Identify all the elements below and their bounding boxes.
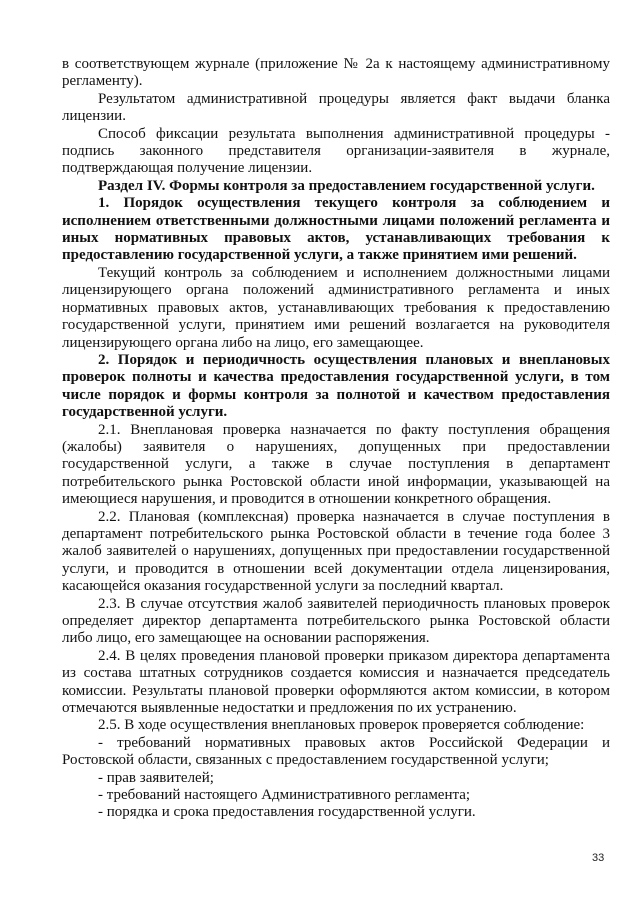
paragraph-fixation-method: Способ фиксации результата выполнения административной процедуры - подпись законного представителя организации-заявителя в журнале, подтверждающая получение лицензии. [62, 125, 610, 177]
subheading-current-control: 1. Порядок осуществления текущего контроля за соблюдением и исполнением ответственными должностными лицами положений регламента и иных нормативных правовых актов, устанавливающих требования к предоставлению государственной услуги, а также принятием ими решений. [62, 195, 610, 264]
paragraph-journal-continuation: в соответствующем журнале (приложение № 2а к настоящему административному регламенту). [62, 56, 610, 90]
paragraph-current-control: Текущий контроль за соблюдением и исполнением должностными лицами лицензирующего органа положений административного регламента и иных нормативных правовых актов, устанавливающих требования к предоставлению государственной услуги, принятием ими решений возлагается на руководителя лицензирующего органа либо на лицо, его замещающее. [62, 264, 610, 351]
paragraph-2-4: 2.4. В целях проведения плановой проверки приказом директора департамента из состава штатных сотрудников создается комиссия и назначается председатель комиссии. Результаты плановой проверки оформляются актом комиссии, в котором отмечаются выявленные недостатки и предложения по их устранению. [62, 647, 610, 717]
document-page [62, 56, 610, 822]
list-item: - порядка и срока предоставления государственной услуги. [98, 804, 476, 821]
paragraph-2-3: 2.3. В случае отсутствия жалоб заявителей периодичность плановых проверок определяет директор департамента потребительского рынка Ростовской области либо лицо, его замещающее на основании распоряжения. [62, 595, 610, 647]
paragraph-2-5: 2.5. В ходе осуществления внеплановых проверок проверяется соблюдение: [98, 717, 585, 734]
paragraph-2-2: 2.2. Плановая (комплексная) проверка назначается в случае поступления в департамент потребительского рынка Ростовской области в течение года более 3 жалоб заявителей о нарушениях, допущенных при предоставлении государственной услуги, и проводится в отношении всей документации отдела лицензирования, касающейся оказания государственной услуги за последний квартал. [62, 508, 610, 595]
list-item: - прав заявителей; [98, 769, 214, 786]
page-number: 33 [592, 852, 605, 864]
list-item: - требований настоящего Административного регламента; [98, 787, 471, 804]
paragraph-2-1: 2.1. Внеплановая проверка назначается по факту поступления обращения (жалобы) заявителя о нарушениях, допущенных при предоставлении государственной услуги, а также в случае поступления в департамент потребительского рынка Ростовской области иной информации, указывающей на имеющиеся нарушения, и проводится в отношении конкретного обращения. [62, 421, 610, 508]
section-heading: Раздел IV. Формы контроля за предоставлением государственной услуги. [98, 177, 595, 194]
list-item: - требований нормативных правовых актов Российской Федерации и Ростовской области, связанных с предоставлением государственной услуги; [62, 734, 610, 769]
subheading-inspections: 2. Порядок и периодичность осуществления плановых и внеплановых проверок полноты и качества предоставления государственной услуги, в том числе порядок и формы контроля за полнотой и качеством предоставления государственной услуги. [62, 351, 610, 421]
paragraph-procedure-result: Результатом административной процедуры является факт выдачи бланка лицензии. [62, 90, 610, 125]
